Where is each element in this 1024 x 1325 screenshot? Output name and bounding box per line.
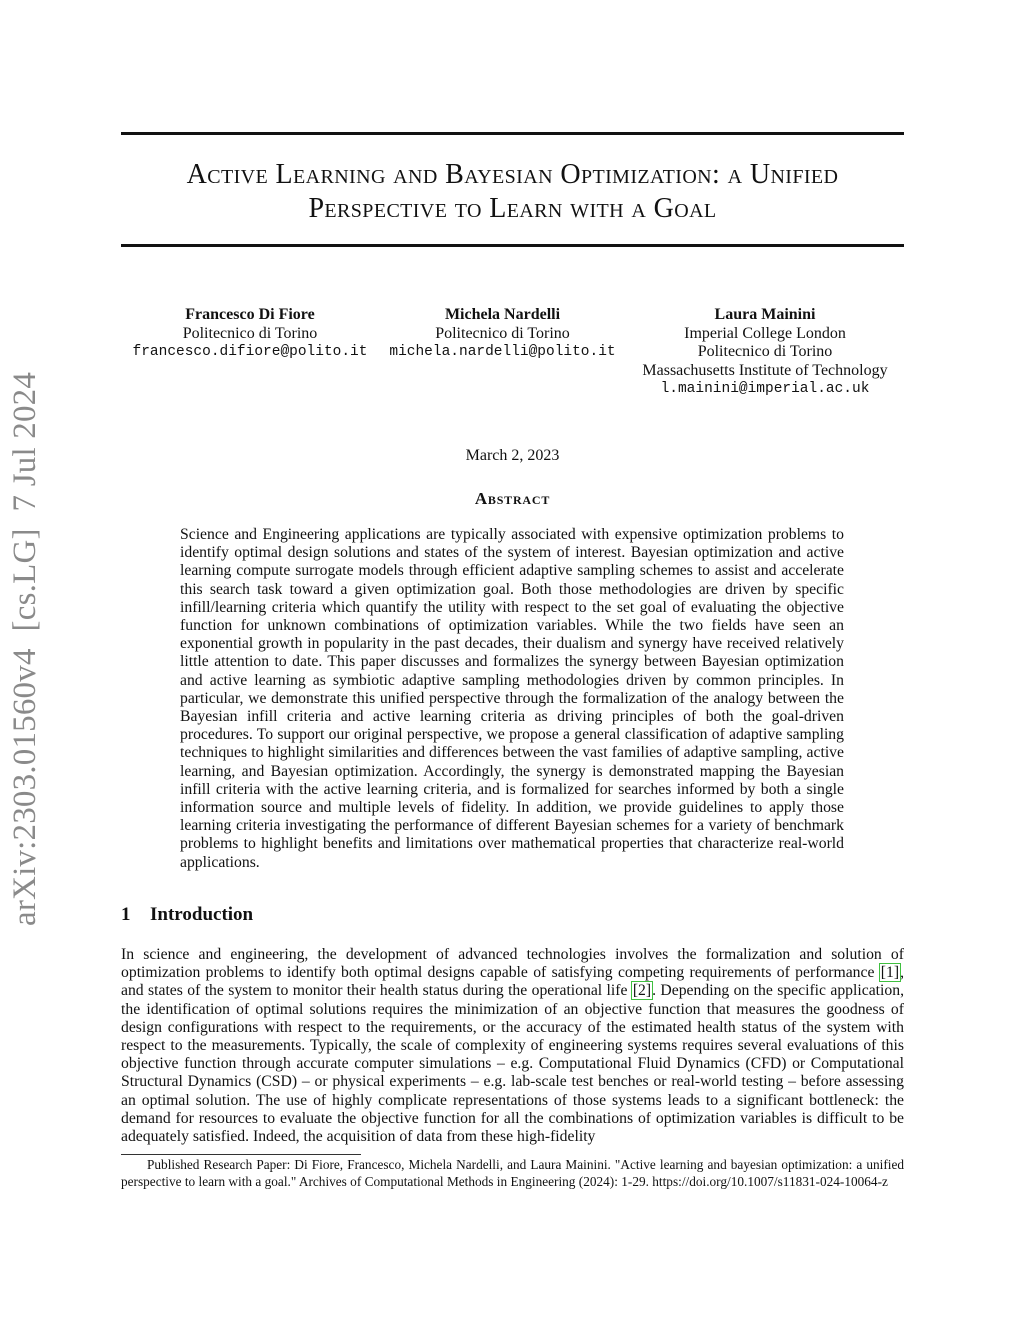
author-affiliation: Massachusetts Institute of Technology bbox=[642, 361, 888, 379]
author-affiliation: Imperial College London bbox=[684, 324, 846, 342]
section-title: Introduction bbox=[150, 904, 254, 925]
title-line-2: Perspective to Learn with a Goal bbox=[308, 193, 717, 224]
author-name: Michela Nardelli bbox=[444, 306, 561, 323]
section-number: 1 bbox=[121, 904, 131, 925]
author-name: Francesco Di Fiore bbox=[185, 306, 315, 323]
abstract-text: Science and Engineering applications are typically associated with expensive optimization problems to identify optimal design solutions and states of the system of interest. Bayesian optimization and active learning compute surrogate models through efficient adaptive sampling schemes to assist and accelerate this search task toward a given optimization goal. Both those methodologies are driven by specific infill/learning criteria which quantify the utility with respect to the set goal of evaluating the objective function for unknown combinations of optimization variables. While the two fields have seen an exponential growth in popularity in the past decades, their dualism and synergy have received relatively little attention to date. This paper discusses and formalizes the synergy between Bayesian optimization and active learning as symbiotic adaptive sampling methodologies driven by common principles. In particular, we demonstrate this unified perspective through the formalization of the analogy between the Bayesian infill criteria and active learning criteria as driving principles of both the goal-driven procedures. To support our original perspective, we propose a general classification of adaptive sampling techniques to highlight similarities and differences between the vast families of adaptive sampling, active learning, and Bayesian optimization. Accordingly, the synergy is demonstrated mapping the Bayesian infill criteria with the active learning criteria, and is formalized for searches informed by both a single information source and multiple levels of fidelity. In addition, we provide guidelines to apply those learning criteria investigating the performance of different Bayesian schemes for a variety of benchmark problems to highlight benefits and limitations over mathematical properties that characterize real-world applications. bbox=[180, 526, 844, 871]
author-email[interactable]: francesco.difiore@polito.it bbox=[132, 344, 368, 360]
author-block-1 bbox=[120, 306, 380, 362]
footnote-rule bbox=[121, 1154, 361, 1155]
footnote bbox=[121, 1157, 904, 1190]
footnote-text: Published Research Paper: Di Fiore, Francesco, Michela Nardelli, and Laura Mainini. "Active learning and bayesian optimization: a unified perspective to learn with a goal." Archives of Computational Methods in Engineering (2024): 1-29. https://doi.org/10.1007/s11831-024-10064-z bbox=[121, 1157, 904, 1189]
citation-link-1[interactable]: [1] bbox=[880, 964, 900, 982]
author-email[interactable]: michela.nardelli@polito.it bbox=[389, 344, 616, 360]
intro-text-part: . Depending on the specific application, the identification of optimal solutions requires the minimization of an objective function that measures the goodness of design configurations with respect to the requirements, or the accuracy of the estimated health status of the system with respect to the measurements. Typically, the scale of complexity of engineering systems requires several evaluations of this objective function through accurate computer simulations – e.g. Computational Fluid Dynamics (CFD) or Computational Structural Dynamics (CSD) – or physical experiments – e.g. lab-scale test benches or real-world testing – before assessing an optimal solution. The use of highly complicate representations of those systems leads to a significant bottleneck: the demand for resources to evaluate the objective function for all the combinations of optimization variables is difficult to be adequately satisfied. Indeed, the acquisition of data from these high-fidelity bbox=[121, 982, 904, 1146]
author-affiliation: Politecnico di Torino bbox=[435, 324, 570, 342]
author-affiliation: Politecnico di Torino bbox=[182, 324, 318, 342]
introduction-paragraph bbox=[121, 946, 904, 1146]
author-block-3 bbox=[625, 306, 905, 399]
citation-link-2[interactable]: [2] bbox=[632, 982, 652, 1000]
author-email[interactable]: l.mainini@imperial.ac.uk bbox=[660, 381, 870, 397]
author-name: Laura Mainini bbox=[714, 306, 816, 323]
arxiv-identifier-stamp: arXiv:2303.01560v4 [cs.LG] 7 Jul 2024 bbox=[7, 371, 43, 926]
title-top-rule bbox=[121, 132, 904, 135]
author-affiliation: Politecnico di Torino bbox=[697, 343, 833, 360]
intro-text-part: , and states of the system to monitor their health status during the operational life bbox=[121, 964, 904, 1000]
intro-text-part: In science and engineering, the development of advanced technologies involves the formalization and solution of optimization problems to identify both optimal designs capable of satisfying competing requirements of performance bbox=[121, 946, 904, 982]
title-line-1: Active Learning and Bayesian Optimization: a Unified bbox=[186, 159, 839, 190]
abstract-heading: Abstract bbox=[474, 489, 551, 508]
author-block-2 bbox=[380, 306, 625, 362]
paper-title bbox=[121, 158, 904, 226]
paper-date: March 2, 2023 bbox=[465, 447, 560, 464]
title-bottom-rule bbox=[121, 244, 904, 247]
section-heading-introduction bbox=[121, 904, 253, 926]
